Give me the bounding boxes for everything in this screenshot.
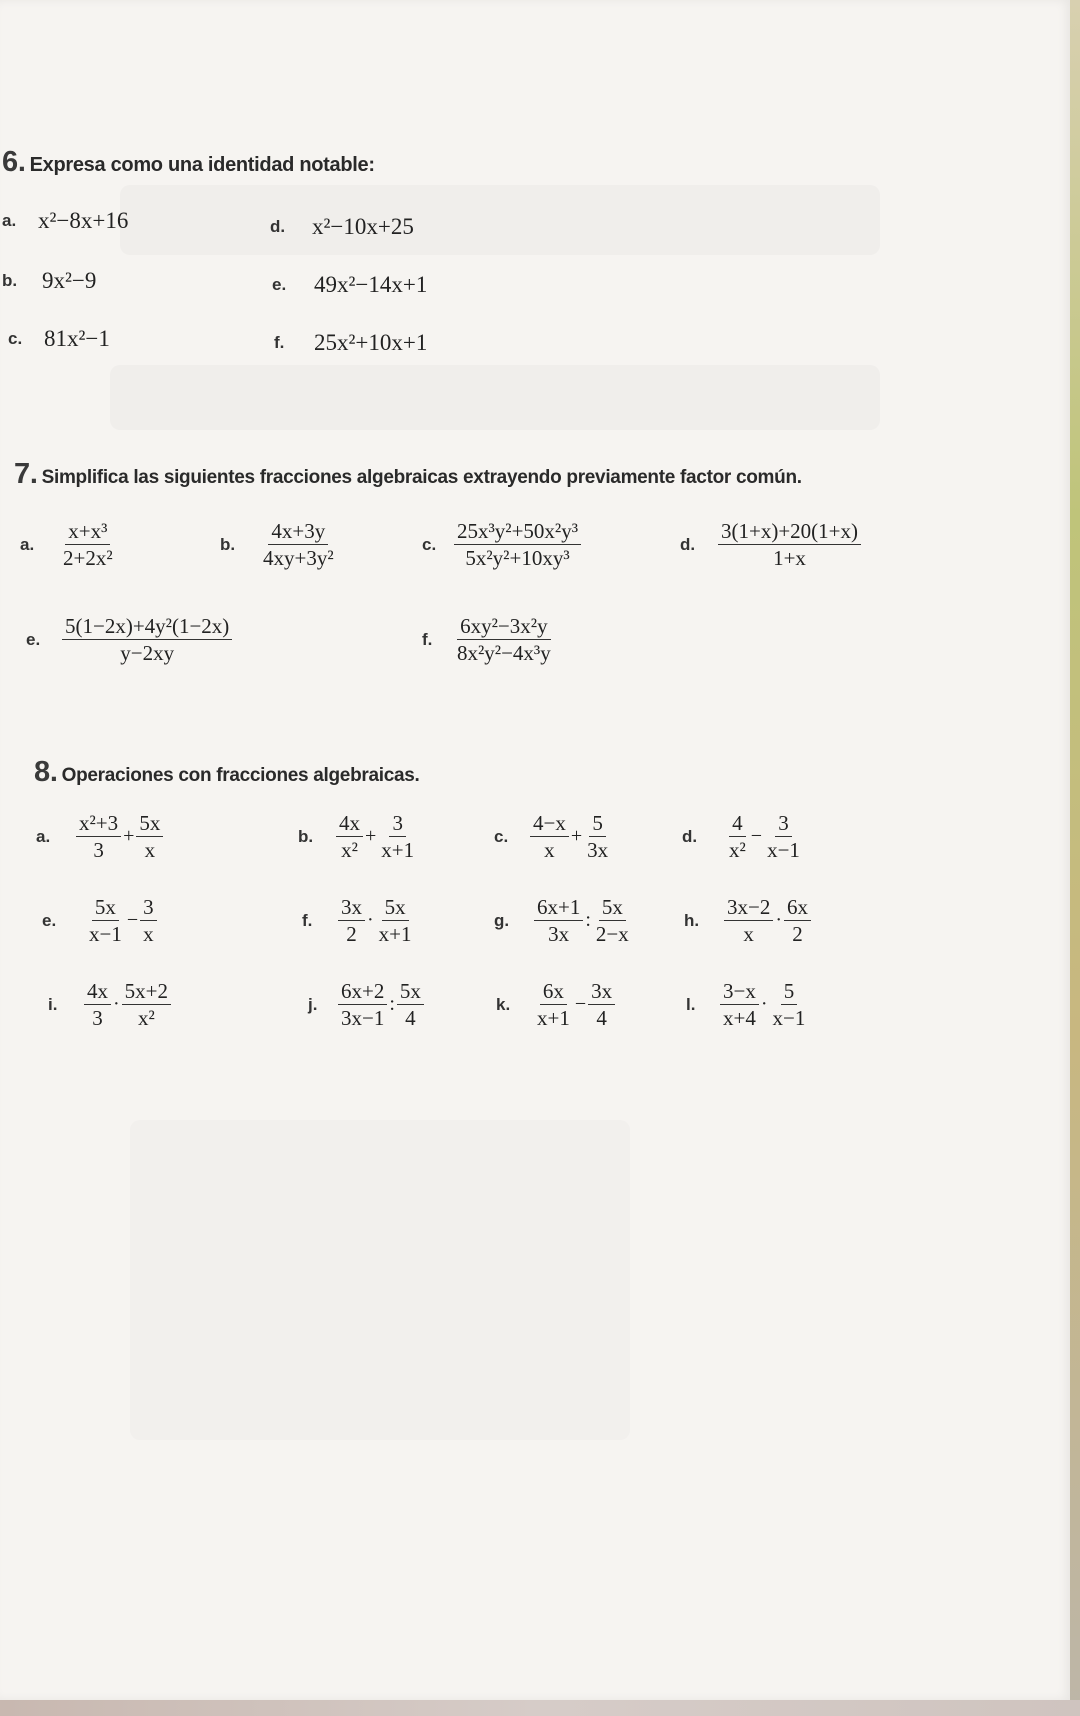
s8-item-a-label: a. [36, 826, 51, 846]
s8-item-g-numerator-2: 5x [599, 896, 626, 921]
s8-item-i-denominator-1: 3 [92, 1006, 103, 1031]
s7-item-d-label: d. [680, 534, 696, 554]
s8-item-k-denominator-2: 4 [596, 1006, 607, 1031]
section-8-heading [34, 756, 420, 789]
s7-item-c-numerator: 25x³y²+50x²y³ [454, 520, 581, 545]
section-6-title: Expresa como una identidad notable: [29, 154, 375, 176]
s6-item-f-expr: 25x²+10x+1 [314, 330, 428, 355]
s8-item-l [686, 980, 808, 1029]
s8-item-g-denominator-1: 3x [548, 922, 570, 947]
s8-item-f-denominator-1: 2 [346, 922, 357, 947]
bleed-through-band [120, 185, 880, 255]
s6-item-d [270, 214, 414, 240]
s8-item-h-fraction-1 [724, 896, 773, 945]
s8-item-i-fraction-1 [84, 980, 111, 1029]
s8-item-h-numerator-1: 3x−2 [724, 896, 773, 921]
s8-item-k-fraction-1 [534, 980, 573, 1029]
s8-item-j-operator: : [389, 993, 395, 1016]
s8-item-g [494, 896, 632, 945]
s8-item-b-denominator-1: x² [341, 838, 358, 863]
s8-item-e-numerator-2: 3 [140, 896, 157, 921]
s8-item-i-numerator-1: 4x [84, 980, 111, 1005]
s8-item-j-label: j. [308, 994, 318, 1014]
s6-item-a-label: a. [2, 211, 17, 230]
s7-item-b-fraction [260, 520, 337, 569]
s8-item-a-denominator-2: x [144, 838, 156, 863]
s6-item-e [272, 272, 427, 298]
s8-item-l-numerator-1: 3−x [720, 980, 759, 1005]
s7-item-a-denominator: 2+2x² [63, 546, 113, 571]
s8-item-i [48, 980, 171, 1029]
s8-item-e-denominator-1: x−1 [89, 922, 122, 947]
s8-item-a-denominator-1: 3 [93, 838, 104, 863]
s8-item-a-fraction-2 [136, 812, 163, 861]
s6-item-f [274, 330, 427, 356]
s8-item-l-operator: · [760, 993, 768, 1016]
s8-item-k [496, 980, 615, 1029]
s7-item-d-numerator: 3(1+x)+20(1+x) [718, 520, 861, 545]
s8-item-h-numerator-2: 6x [784, 896, 811, 921]
s8-item-c [494, 812, 611, 861]
s8-item-c-fraction-2 [584, 812, 611, 861]
s8-item-k-numerator-1: 6x [540, 980, 567, 1005]
s6-item-d-label: d. [270, 217, 286, 236]
s8-item-e-fraction-2 [140, 896, 157, 945]
s8-item-e-label: e. [42, 910, 57, 930]
s8-item-b-numerator-1: 4x [336, 812, 363, 837]
s6-item-c-label: c. [8, 329, 23, 348]
s8-item-h-label: h. [684, 910, 700, 930]
s8-item-g-fraction-1 [534, 896, 583, 945]
s8-item-h-operator: · [775, 909, 783, 932]
s8-item-l-fraction-1 [720, 980, 759, 1029]
table-surface-strip [0, 1700, 1080, 1716]
s6-item-c [8, 326, 110, 352]
section-7-title: Simplifica las siguientes fracciones algebraicas extrayendo previamente factor común. [41, 467, 802, 488]
s8-item-f-numerator-2: 5x [382, 896, 409, 921]
s7-item-a-fraction [60, 520, 116, 569]
s8-item-k-operator: − [574, 993, 587, 1016]
s8-item-c-fraction-1 [530, 812, 569, 861]
s8-item-c-denominator-1: x [544, 838, 555, 863]
s7-item-b-numerator: 4x+3y [268, 520, 328, 545]
s6-item-d-expr: x²−10x+25 [312, 214, 414, 239]
s8-item-g-label: g. [494, 910, 510, 930]
s8-item-g-operator: : [585, 909, 591, 932]
s8-item-c-denominator-2: 3x [587, 838, 609, 863]
s8-item-e-numerator-1: 5x [92, 896, 119, 921]
s8-item-h [684, 896, 811, 945]
s8-item-b-operator: + [365, 825, 377, 848]
s8-item-c-label: c. [494, 826, 509, 846]
s7-item-b-denominator: 4xy+3y² [263, 546, 334, 571]
s8-item-k-numerator-2: 3x [588, 980, 615, 1005]
s8-item-j [308, 980, 424, 1029]
section-6-heading [2, 146, 375, 179]
s8-item-e [42, 896, 157, 945]
s8-item-c-operator: + [570, 825, 583, 848]
s8-item-d-fraction-1 [726, 812, 749, 861]
s8-item-l-fraction-2 [770, 980, 809, 1029]
s6-item-f-label: f. [274, 333, 285, 352]
bleed-through-band [130, 1120, 630, 1440]
s8-item-d-numerator-1: 4 [729, 812, 746, 837]
s8-item-a [36, 812, 163, 861]
s7-item-e-label: e. [26, 629, 41, 649]
s8-item-f-fraction-1 [338, 896, 365, 945]
s8-item-d-denominator-2: x−1 [767, 838, 800, 863]
s7-item-f-fraction [454, 615, 554, 664]
s8-item-d [682, 812, 803, 861]
s8-item-a-fraction-1 [76, 812, 121, 861]
s8-item-k-denominator-1: x+1 [537, 1006, 570, 1031]
s8-item-a-operator: + [123, 825, 135, 848]
s7-item-f [422, 615, 554, 664]
s8-item-f-numerator-1: 3x [338, 896, 365, 921]
s6-item-b [2, 268, 96, 294]
s8-item-a-numerator-1: x²+3 [76, 812, 121, 837]
section-8-title: Operaciones con fracciones algebraicas. [61, 765, 420, 786]
s7-item-a [20, 520, 116, 569]
s6-item-b-expr: 9x²−9 [42, 268, 97, 293]
s8-item-e-denominator-2: x [143, 922, 154, 947]
s8-item-j-numerator-1: 6x+2 [338, 980, 387, 1005]
s6-item-e-expr: 49x²−14x+1 [314, 272, 428, 297]
s7-item-c-denominator: 5x²y²+10xy³ [465, 546, 570, 571]
s7-item-e [26, 615, 232, 664]
s8-item-b [298, 812, 417, 861]
s8-item-f-label: f. [302, 910, 313, 930]
s8-item-i-label: i. [48, 994, 58, 1014]
s7-item-a-numerator: x+x³ [65, 520, 110, 545]
s8-item-d-denominator-1: x² [729, 838, 746, 863]
s8-item-f [302, 896, 415, 945]
s8-item-g-numerator-1: 6x+1 [534, 896, 583, 921]
s8-item-b-denominator-2: x+1 [381, 838, 415, 863]
s8-item-l-numerator-2: 5 [781, 980, 798, 1005]
s7-item-e-fraction [62, 615, 232, 664]
s7-item-c-label: c. [422, 534, 437, 554]
s8-item-h-denominator-1: x [743, 922, 754, 947]
s7-item-c [422, 520, 581, 569]
s8-item-l-label: l. [686, 994, 696, 1014]
s8-item-f-fraction-2 [376, 896, 415, 945]
s8-item-d-numerator-2: 3 [775, 812, 792, 837]
s6-item-a-expr: x²−8x+16 [38, 208, 129, 233]
s7-item-f-denominator: 8x²y²−4x³y [457, 641, 551, 666]
s8-item-i-numerator-2: 5x+2 [122, 980, 171, 1005]
s8-item-d-fraction-2 [764, 812, 803, 861]
s7-item-b-label: b. [220, 534, 236, 554]
s7-item-a-label: a. [20, 534, 35, 554]
s8-item-j-numerator-2: 5x [397, 980, 424, 1005]
s8-item-b-numerator-2: 3 [389, 812, 406, 837]
s8-item-i-fraction-2 [122, 980, 171, 1029]
s8-item-j-denominator-1: 3x−1 [341, 1006, 385, 1031]
s6-item-b-label: b. [2, 271, 18, 290]
s8-item-i-operator: · [113, 993, 120, 1016]
s8-item-j-fraction-1 [338, 980, 387, 1029]
s8-item-d-operator: − [750, 825, 763, 848]
section-6-number: 6. [2, 146, 26, 178]
s8-item-c-numerator-2: 5 [589, 812, 606, 837]
s8-item-k-fraction-2 [588, 980, 615, 1029]
s8-item-c-numerator-1: 4−x [530, 812, 569, 837]
s8-item-b-label: b. [298, 826, 314, 846]
section-7-heading [14, 458, 802, 491]
s8-item-i-denominator-2: x² [137, 1006, 155, 1031]
s8-item-g-denominator-2: 2−x [595, 922, 629, 947]
s8-item-a-numerator-2: 5x [136, 812, 163, 837]
s6-item-c-expr: 81x²−1 [44, 326, 110, 351]
s8-item-j-denominator-2: 4 [405, 1006, 416, 1031]
section-7-number: 7. [14, 458, 38, 490]
s8-item-g-fraction-2 [593, 896, 632, 945]
s8-item-h-denominator-2: 2 [792, 922, 803, 947]
s8-item-b-fraction-1 [336, 812, 363, 861]
s8-item-k-label: k. [496, 994, 511, 1014]
s8-item-e-fraction-1 [86, 896, 125, 945]
s8-item-e-operator: − [126, 909, 139, 932]
s7-item-d-fraction [718, 520, 861, 569]
s6-item-e-label: e. [272, 275, 287, 294]
page-edge [1070, 0, 1080, 1716]
s8-item-f-denominator-2: x+1 [378, 922, 412, 947]
s8-item-d-label: d. [682, 826, 698, 846]
s8-item-h-fraction-2 [784, 896, 811, 945]
s7-item-f-label: f. [422, 629, 433, 649]
s8-item-l-denominator-2: x−1 [772, 1006, 806, 1031]
s7-item-d-denominator: 1+x [773, 546, 806, 571]
s7-item-d [680, 520, 861, 569]
s8-item-j-fraction-2 [397, 980, 424, 1029]
s7-item-e-numerator: 5(1−2x)+4y²(1−2x) [62, 615, 232, 640]
s8-item-l-denominator-1: x+4 [723, 1006, 756, 1031]
s8-item-f-operator: · [367, 909, 374, 932]
bleed-through-band [110, 365, 880, 430]
section-8-number: 8. [34, 756, 58, 788]
s7-item-e-denominator: y−2xy [120, 641, 175, 666]
s7-item-f-numerator: 6xy²−3x²y [457, 615, 550, 640]
s8-item-b-fraction-2 [378, 812, 417, 861]
s7-item-b [220, 520, 337, 569]
s7-item-c-fraction [454, 520, 581, 569]
s6-item-a [2, 208, 128, 234]
